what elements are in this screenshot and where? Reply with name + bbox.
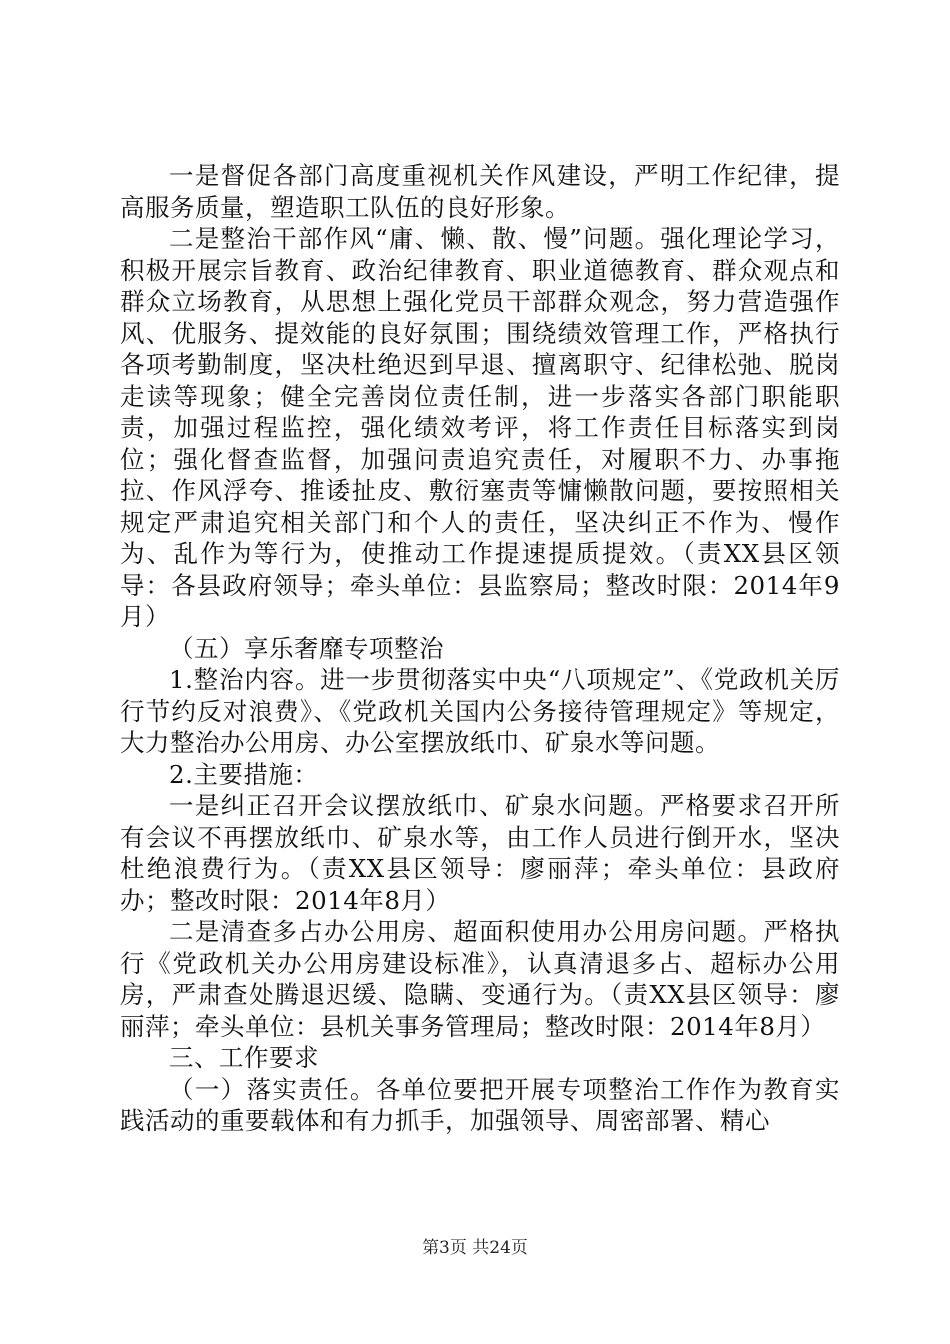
paragraph-2: 二是整治干部作风“庸、懒、散、慢”问题。强化理论学习，积极开展宗旨教育、政治纪律教育、职业道德教育、群众观点和群众立场教育，从思想上强化党员干部群众观念，努力营造强作风、优服务、提效能的良好氛围；围绕绩效管理工作，严格执行各项考勤制度，坚决杜绝迟到早退、擅离职守、纪律松弛、脱岗走读等现象；健全完善岗位责任制，进一步落实各部门职能职责，加强过程监控，强化绩效考评，将工作责任目标落实到岗位；强化督查监督，加强问责追究责任，对履职不力、办事拖拉、作风浮夸、推诿扯皮、敷衍塞责等慵懒散问题，要按照相关规定严肃追究相关部门和个人的责任，坚决纠正不作为、慢作为、乱作为等行为，使推动工作提速提质提效。（责XX县区领导：各县政府领导；牵头单位：县监察局；整改时限：2014年9月）: [120, 224, 840, 631]
paragraph-content: 1.整治内容。进一步贯彻落实中央“八项规定”、《党政机关厉行节约反对浪费》、《党政机关国内公务接待管理规定》等规定，大力整治办公用房、办公室摆放纸巾、矿泉水等问题。: [120, 665, 840, 757]
paragraph-measure-2: 二是清查多占办公用房、超面积使用办公用房问题。严格执行《党政机关办公用房建设标准》，认真清退多占、超标办公用房，严肃查处腾退迟缓、隐瞒、变通行为。（责XX县区领导：廖丽萍；牵头单位：县机关事务管理局；整改时限：2014年8月）: [120, 917, 840, 1041]
paragraph-measures-heading: 2.主要措施：: [169, 759, 319, 789]
paragraph-requirement-1: （一）落实责任。各单位要把开展专项整治工作作为教育实践活动的重要载体和有力抓手，加强领导、周密部署、精心: [120, 1074, 840, 1135]
paragraph-measure-1: 一是纠正召开会议摆放纸巾、矿泉水问题。严格要求召开所有会议不再摆放纸巾、矿泉水等，由工作人员进行倒开水，坚决杜绝浪费行为。（责XX县区领导：廖丽萍；牵头单位：县政府办；整改时限：2014年8月）: [120, 791, 840, 915]
paragraph-1: 一是督促各部门高度重视机关作风建设，严明工作纪律，提高服务质量，塑造职工队伍的良好形象。: [120, 161, 840, 222]
page-footer: 第3页 共24页: [422, 1238, 528, 1258]
section-heading-5: （五）享乐奢靡专项整治: [169, 633, 444, 663]
section-heading-3: 三、工作要求: [169, 1043, 319, 1072]
document-body: [120, 160, 840, 1137]
